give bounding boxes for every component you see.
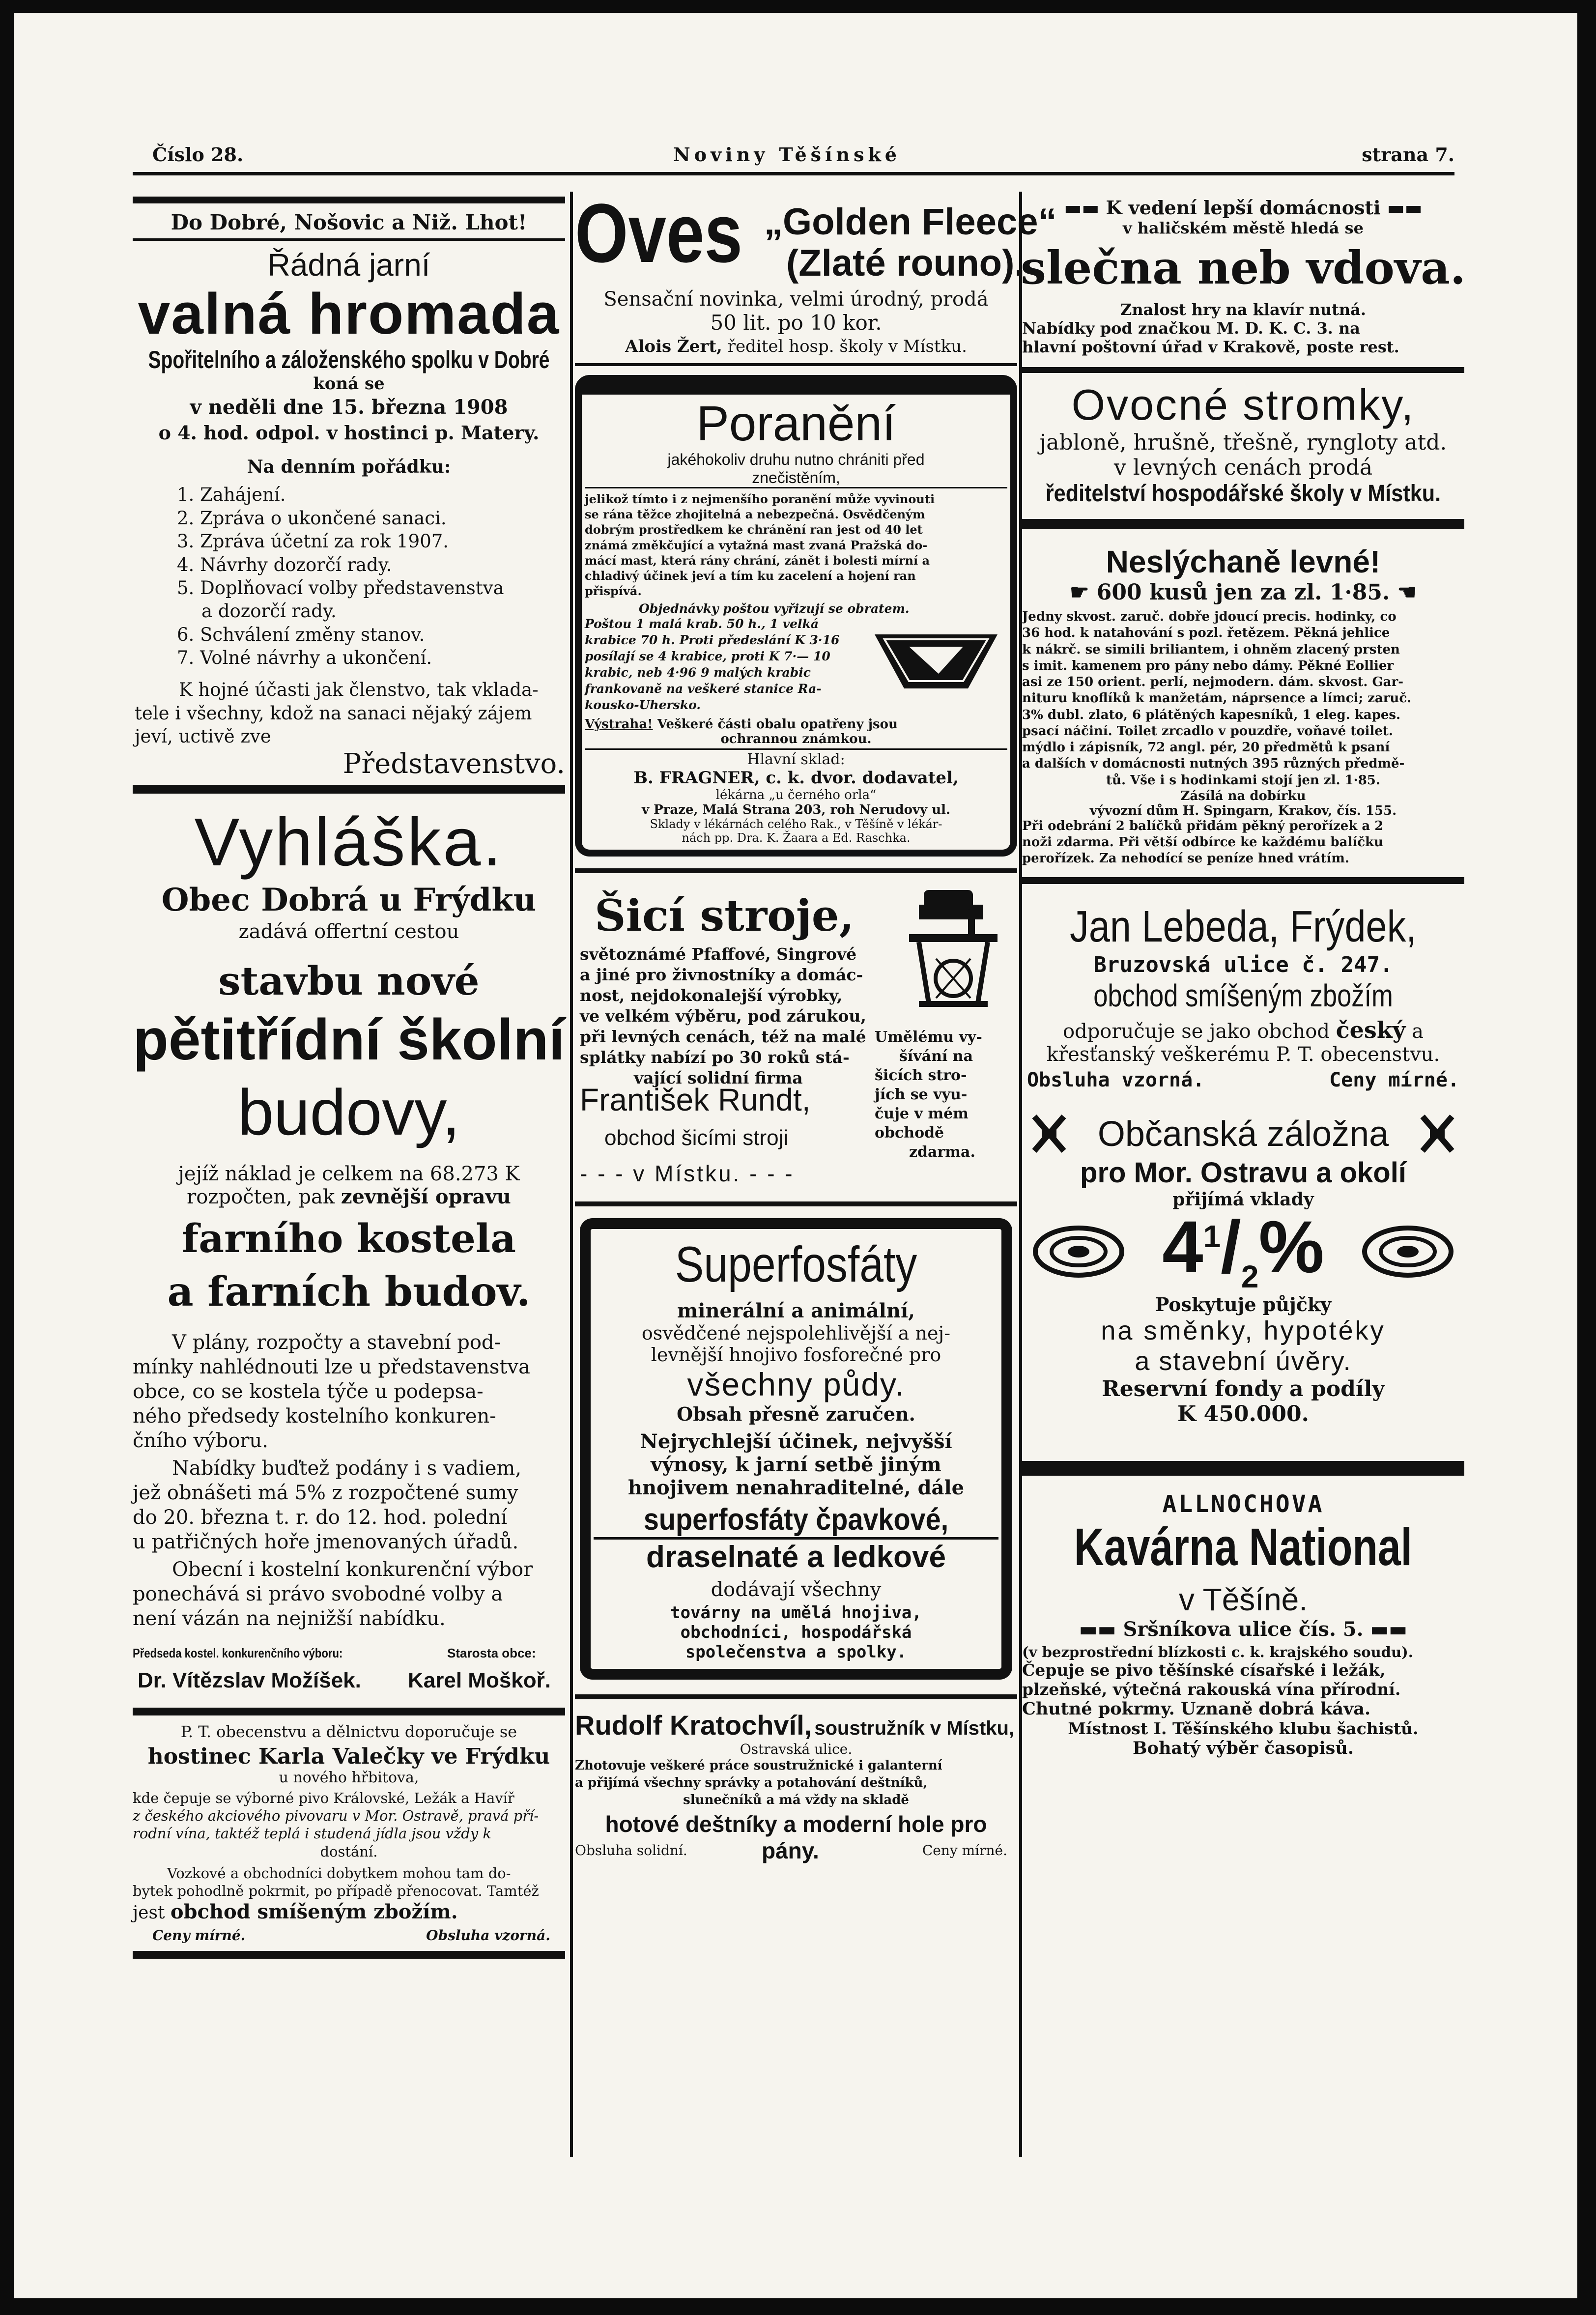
post-line: frankovaně na veškeré stanice Ra- bbox=[585, 682, 822, 696]
ad-headline: valná hromada bbox=[138, 282, 560, 346]
spingarn-line: s imit. kamenem pro pány nebo dámy. Pěkné Eollier bbox=[1022, 658, 1394, 673]
oves-t2: (Zlaté rouno). bbox=[786, 242, 1025, 284]
super-l6: Nejrychlejší účinek, nejvyšší bbox=[640, 1429, 952, 1453]
poraneni-warn bbox=[585, 717, 1007, 732]
oves-l1: Sensační novinka, velmi úrodný, prodá bbox=[603, 288, 989, 311]
kavarna-name: Kavárna National bbox=[1074, 1516, 1413, 1576]
post-line: krabice 70 h. Proti předeslání K 3·16 bbox=[585, 633, 840, 648]
scan-border-left bbox=[0, 0, 14, 2315]
sici-line: splátky nabízí po 30 roků stá- bbox=[580, 1047, 850, 1067]
header-rule bbox=[133, 172, 1454, 175]
zalozna-rate: $4^1/_2\%$ bbox=[1162, 1205, 1324, 1294]
kavarna-l7: plzeňské, výtečná rakouská vína přírodní. bbox=[1022, 1679, 1401, 1699]
lebeda-prices: Ceny mírné. bbox=[1329, 1068, 1459, 1091]
spingarn-body bbox=[1022, 609, 1464, 789]
poraneni-line: dobrým prostředkem ke chránění ran jest od 40 let bbox=[585, 522, 923, 537]
rundt-place: - - - v Místku. - - - bbox=[580, 1161, 795, 1187]
para-line: čního výboru. bbox=[133, 1429, 268, 1452]
sig-left: Dr. Vítězslav Možíšek. bbox=[138, 1668, 361, 1692]
lebeda-shop: obchod smíšeným zbožím bbox=[1093, 977, 1393, 1013]
spingarn-foot-line: noži zdarma. Při větší odbírce ke každému balíčku bbox=[1022, 835, 1383, 850]
scan-border-right bbox=[1577, 0, 1596, 2315]
para-line: u patřičných hoře jmenovaných úřadů. bbox=[133, 1530, 519, 1553]
ornament-left-icon bbox=[1032, 1225, 1125, 1279]
sig-right: Karel Moškoř. bbox=[408, 1668, 551, 1692]
oves-head bbox=[575, 187, 1057, 285]
signature-titles bbox=[133, 1646, 565, 1668]
sici-line: při levných cenách, též na malé bbox=[580, 1027, 866, 1046]
super-l14: společenstva a spolky. bbox=[685, 1642, 907, 1662]
para-line: mínky nahlédnouti lze u představenstva bbox=[133, 1355, 530, 1378]
ad-rule bbox=[1022, 519, 1464, 529]
oves-l3 bbox=[575, 337, 1017, 356]
column-2 bbox=[575, 187, 1057, 2162]
spingarn-line: asi ze 150 orient. perlí, nejmodern. dám. skvost. Gar- bbox=[1022, 675, 1404, 690]
column-divider-1 bbox=[570, 192, 573, 2157]
super-l3: levnější hnojivo fosforečné pro bbox=[651, 1343, 941, 1366]
ad-superfosfaty bbox=[580, 1218, 1012, 1679]
hostinec-body bbox=[133, 1789, 565, 1925]
lebeda-l1b: český bbox=[1336, 1016, 1406, 1043]
lebeda-l1a: odporučuje se jako obchod bbox=[1062, 1020, 1330, 1043]
lebeda-l2: křesťanský veškerému P. T. obecenstvu. bbox=[1046, 1043, 1440, 1066]
ad-spingarn bbox=[1022, 543, 1464, 884]
hostinec-prices: Ceny mírné. bbox=[152, 1927, 246, 1944]
hostinec-l2: hostinec Karla Valečky ve Frýdku bbox=[147, 1743, 550, 1769]
fragner-l1: B. FRAGNER, c. k. dvor. dodavatel, bbox=[633, 768, 959, 788]
super-l10: draselnaté a ledkové bbox=[594, 1537, 998, 1574]
oves-role: ředitel hosp. školy v Místku. bbox=[727, 337, 967, 356]
kratochvil-prices: Ceny mírné. bbox=[922, 1842, 1007, 1858]
post-line: krabic, neb 4·96 9 malých krabic bbox=[585, 665, 811, 680]
super-l13: obchodníci, hospodářská bbox=[680, 1622, 912, 1642]
poraneni-line: známá změkčující a vytažná mast zvaná Pražská do- bbox=[585, 538, 928, 552]
kratochvil-l4: hotové deštníky a moderní hole pro bbox=[605, 1811, 987, 1837]
ad-slecna bbox=[1022, 197, 1464, 373]
spingarn-line: tů. Vše i s hodinkami stojí jen zl. 1·85. bbox=[1106, 772, 1380, 788]
oves-big: Oves bbox=[575, 187, 743, 280]
ad-rule bbox=[1022, 1461, 1464, 1476]
program-item: 5. Doplňovací volby představenstva bbox=[177, 577, 504, 599]
spingarn-cod: Zásílá na dobírku bbox=[1180, 788, 1306, 803]
ad-oves bbox=[575, 187, 1057, 366]
signature: Představenstvo. bbox=[342, 748, 565, 780]
para-line: obce, co se kostela týče u podepsa- bbox=[133, 1380, 484, 1403]
warn-label: Výstraha! bbox=[585, 717, 653, 732]
spingarn-sub-text: 600 kusů jen za zl. 1·85. bbox=[1096, 580, 1390, 605]
kavarna-l8: Chutné pokrmy. Uznaně dobrá káva. bbox=[1022, 1698, 1371, 1719]
side-line: čuje v mém bbox=[875, 1105, 969, 1123]
kavarna-l6: Čepuje se pivo těšínské císařské i ležák, bbox=[1022, 1660, 1386, 1680]
ad-rule bbox=[575, 363, 1017, 366]
ad-hostinec bbox=[133, 1722, 565, 1959]
zalozna-head bbox=[1022, 1114, 1464, 1156]
spingarn-line: nituru knoflíků k manžetám, náprsence a límci; zaruč. bbox=[1022, 691, 1412, 706]
poraneni-order: Objednávky poštou vyřizují se obratem. bbox=[639, 601, 910, 616]
fragner-l5: nách pp. Dra. K. Žaara a Ed. Raschka. bbox=[682, 831, 911, 845]
super-l9: superfosfáty čpavkové, bbox=[643, 1502, 949, 1537]
program-list bbox=[133, 483, 565, 669]
lebeda-name: Jan Lebeda, Frýdek, bbox=[1070, 902, 1417, 951]
poraneni-title: Poranění bbox=[696, 396, 896, 451]
vyhlaska-l7 bbox=[133, 1185, 565, 1208]
super-l4: všechny půdy. bbox=[687, 1366, 905, 1402]
ovocne-big: Ovocné stromky, bbox=[1071, 380, 1415, 429]
zalozna-l4: a stavební úvěry. bbox=[1135, 1346, 1352, 1376]
ovocne-l3: ředitelství hospodářské školy v Místku. bbox=[1045, 481, 1441, 507]
ad-rule bbox=[1022, 877, 1464, 884]
poraneni-line: přispívá. bbox=[585, 584, 642, 599]
slecna-big: slečna neb vdova. bbox=[1021, 241, 1466, 294]
poraneni-line: mácí mast, která rány chrání, zánět i bolesti mírní a bbox=[585, 553, 930, 568]
oves-l2: 50 lit. po 10 kor. bbox=[710, 311, 882, 335]
ad-poraneni bbox=[575, 375, 1017, 857]
side-line: zdarma. bbox=[909, 1143, 975, 1161]
kavarna-l5: (v bezprostřední blízkosti c. k. krajského soudu). bbox=[1022, 1643, 1413, 1660]
vyhlaska-l4: pětitřídní školní bbox=[133, 1007, 565, 1073]
sici-line: ve velkém výběru, pod zárukou, bbox=[580, 1006, 866, 1026]
vyhlaska-l8: farního kostela bbox=[181, 1215, 516, 1261]
zalozna-l6: K 450.000. bbox=[1177, 1401, 1309, 1427]
column-3 bbox=[1022, 197, 1464, 2162]
zalozna-sub: pro Mor. Ostravu a okolí bbox=[1080, 1156, 1406, 1189]
hostinec-shop: obchod smíšeným zbožím. bbox=[170, 1900, 458, 1924]
hostinec-l1: P. T. obecenstvu a dělnictvu doporučuje se bbox=[180, 1722, 517, 1741]
side-line: obchodě bbox=[875, 1124, 944, 1142]
ad-top-line: Do Dobré, Nošovic a Niž. Lhot! bbox=[171, 210, 527, 234]
slecna-l3: hlavní poštovní úřad v Krakově, poste rest. bbox=[1022, 338, 1399, 356]
appeal-line: jeví, uctivě zve bbox=[135, 726, 271, 747]
ad-l4: koná se bbox=[313, 374, 385, 394]
post-line: posílají se 4 krabice, proti K 7·— 10 bbox=[585, 649, 830, 664]
sewing-machine-icon bbox=[899, 885, 1007, 1008]
kratochvil-line: slunečníků a má vždy na skladě bbox=[683, 1792, 909, 1807]
vyhlaska-l1: Obec Dobrá u Frýdku bbox=[161, 882, 537, 919]
spingarn-line: 36 hod. k natahování s pozl. řetězem. Pěkná jehlice bbox=[1022, 626, 1390, 641]
para-line: jež obnášeti má 5% z rozpočtené sumy bbox=[133, 1481, 518, 1504]
slecna-top: ▬▬ K vedení lepší domácnosti ▬▬ bbox=[1064, 197, 1423, 219]
zalozna-rate-row bbox=[1022, 1205, 1464, 1294]
rate-sym: % bbox=[1258, 1205, 1324, 1288]
fragner-l3: v Praze, Malá Strana 203, roh Nerudovy ul. bbox=[641, 802, 951, 818]
newspaper-title: Noviny Těšínské bbox=[673, 143, 901, 166]
poraneni-body bbox=[585, 491, 1007, 599]
super-l8: hnojivem nenahraditelné, dále bbox=[627, 1476, 965, 1499]
ovocne-l1: jabloně, hrušně, třešně, ryngloty atd. bbox=[1039, 430, 1447, 455]
side-line: Umělému vy- bbox=[875, 1029, 982, 1046]
rate-int: 4 bbox=[1162, 1205, 1203, 1288]
vyhlaska-l7a: rozpočten, pak bbox=[187, 1185, 335, 1208]
zalozna-l1: přijímá vklady bbox=[1172, 1189, 1314, 1210]
para-line: Obecní i kostelní konkurenční výbor bbox=[172, 1558, 533, 1581]
lebeda-street: Bruzovská ulice č. 247. bbox=[1093, 952, 1393, 977]
program-item: 3. Zpráva účetní za rok 1907. bbox=[177, 531, 449, 552]
sici-title: Šicí stroje, bbox=[595, 890, 855, 942]
program-item: a dozorčí rady. bbox=[201, 600, 337, 622]
para-line: Nabídky buďtež podány i s vadiem, bbox=[172, 1457, 522, 1480]
kavarna-l9: Místnost I. Těšínského klubu šachistů. bbox=[1068, 1718, 1419, 1738]
column-1 bbox=[133, 197, 565, 2162]
ointment-box-icon bbox=[870, 625, 1002, 693]
hostinec-service: Obsluha vzorná. bbox=[426, 1927, 550, 1944]
sici-lines bbox=[580, 944, 866, 1088]
program-item: 4. Návrhy dozorčí rady. bbox=[177, 554, 392, 575]
zalozna-title: Občanská záložna bbox=[1097, 1114, 1389, 1154]
sici-line: nost, nejdokonalejší výrobky, bbox=[580, 986, 843, 1005]
kratochvil-pany: pány. bbox=[762, 1837, 819, 1863]
appeal bbox=[133, 678, 565, 748]
ad-kavarna bbox=[1022, 1490, 1464, 1758]
spingarn-foot-line: Při odebrání 2 balíčků přidám pěkný perořízek a 2 bbox=[1022, 818, 1384, 833]
hostinec-line: kde čepuje se výborné pivo Královské, Ležák a Havíř bbox=[133, 1789, 514, 1806]
sici-side bbox=[875, 1028, 982, 1162]
rundt-shop: obchod šicími stroji bbox=[604, 1126, 789, 1150]
ad-rule bbox=[133, 1708, 565, 1715]
poraneni-warn2: ochrannou známkou. bbox=[720, 732, 872, 747]
kratochvil-trade: soustružník v Místku, bbox=[814, 1717, 1015, 1739]
para-line: do 20. března t. r. do 12. hod. polední bbox=[133, 1506, 508, 1529]
super-l7: výnosy, k jarní setbě jiným bbox=[651, 1453, 941, 1476]
hostinec-footer bbox=[133, 1927, 565, 1947]
crossed-tools-icon bbox=[1032, 1114, 1066, 1153]
zalozna-l5: Reservní fondy a podíly bbox=[1102, 1376, 1385, 1401]
warn-text: Veškeré části obalu opatřeny jsou bbox=[657, 717, 898, 732]
ad-l6: o 4. hod. odpol. v hostinci p. Matery. bbox=[158, 422, 540, 444]
sici-line: vající solidní firma bbox=[634, 1068, 803, 1087]
appeal-line: tele i všechny, kdož na sanaci nějaký zájem bbox=[135, 702, 532, 724]
kavarna-street: Sršníkova ulice čís. 5. bbox=[1123, 1617, 1364, 1641]
issue-number: Číslo 28. bbox=[152, 143, 244, 166]
kratochvil-body bbox=[575, 1757, 1017, 1809]
slecna-sub: v haličském městě hledá se bbox=[1123, 219, 1364, 237]
poraneni-line: jelikož tímto i z nejmenšího poranění může vyvinouti bbox=[585, 492, 935, 506]
para-line: ného předsedy kostelního konkuren- bbox=[133, 1404, 496, 1428]
slecna-l1: Znalost hry na klavír nutná. bbox=[1120, 300, 1367, 319]
ad-rule bbox=[133, 1951, 565, 1959]
spingarn-line: a dalších v domácnosti nutných 395 různých předmě- bbox=[1022, 756, 1405, 772]
signatures bbox=[133, 1668, 565, 1698]
hostinec-line: Vozkové a obchodníci dobytkem mohou tam do- bbox=[167, 1864, 511, 1882]
program-title: Na denním pořádku: bbox=[247, 457, 451, 478]
vyhlaska-l6: jejíž náklad je celkem na 68.273 K bbox=[178, 1162, 520, 1185]
vyhlaska-l9: a farních budov. bbox=[167, 1268, 531, 1315]
sici-line: a jiné pro živnostníky a domác- bbox=[580, 965, 863, 985]
ad-valna-hromada bbox=[133, 197, 565, 794]
ad-zalozna bbox=[1022, 1114, 1464, 1476]
vyhlaska-l7b: zevnější opravu bbox=[341, 1185, 511, 1208]
ad-rule bbox=[575, 1694, 1017, 1699]
program-item: 7. Volné návrhy a ukončení. bbox=[177, 647, 432, 668]
spingarn-foot bbox=[1022, 818, 1464, 867]
hostinec-l3: u nového hřbitova, bbox=[279, 1769, 419, 1786]
kratochvil-addr: Ostravská ulice. bbox=[740, 1741, 853, 1757]
super-l5: Obsah přesně zaručen. bbox=[677, 1402, 915, 1425]
vyhlaska-l3: stavbu nové bbox=[218, 958, 480, 1004]
spingarn-sender: vývozní dům H. Spingarn, Krakov, čís. 155. bbox=[1089, 803, 1397, 818]
oves-t1: „Golden Fleece“ bbox=[764, 201, 1057, 243]
spingarn-line: mýdlo i zápisník, 72 angl. pér, 20 předmětů k psaní bbox=[1022, 740, 1390, 755]
hostinec-line: rodní vína, taktéž teplá i studená jídla jsou vždy k bbox=[133, 1825, 491, 1842]
super-l1: minerální a animální, bbox=[677, 1299, 915, 1322]
poraneni-post bbox=[585, 616, 840, 713]
poraneni-sklad: Hlavní sklad: bbox=[585, 748, 1007, 768]
ad-rule bbox=[133, 785, 565, 794]
kratochvil-line: Zhotovuje veškeré práce soustružnické i galanterní bbox=[575, 1758, 942, 1773]
ad-rule bbox=[133, 197, 565, 203]
ad-l5: v neděli dne 15. března 1908 bbox=[190, 396, 508, 419]
post-line: kousko-Uhersko. bbox=[585, 698, 701, 713]
lebeda-l1c: a bbox=[1412, 1020, 1424, 1043]
poraneni-line: se rána těžce zhojitelná a nebezpečná. Osvědčeným bbox=[585, 507, 925, 522]
hostinec-line: dostání. bbox=[320, 1843, 378, 1860]
ad-vyhlaska bbox=[133, 803, 565, 1715]
sig-left-title: Předseda kostel. konkurenčního výboru: bbox=[133, 1645, 343, 1660]
hostinec-line: bytek pohodlně pokrmit, po případě přenocovat. Tamtéž bbox=[133, 1883, 539, 1900]
page-header bbox=[147, 142, 1454, 166]
ad-rule bbox=[575, 1201, 1017, 1206]
zalozna-l3: na směnky, hypotéky bbox=[1101, 1315, 1386, 1345]
spingarn-title: Neslýchaně levné! bbox=[1106, 544, 1381, 579]
hostinec-line bbox=[133, 1900, 565, 1924]
kavarna-l4: ▬▬ Sršníkova ulice čís. 5. ▬▬ bbox=[1079, 1617, 1408, 1641]
fragner-l4: Sklady v lékárnách celého Rak., v Těšíně v lékár- bbox=[650, 817, 942, 831]
scan-border-top bbox=[0, 0, 1596, 13]
ad-rule bbox=[1022, 367, 1464, 373]
para-line: ponechává si právo svobodné volby a bbox=[133, 1582, 503, 1605]
ad-l3: Spořitelního a záloženského spolku v Dobré bbox=[148, 346, 550, 374]
side-line: jích se vyu- bbox=[875, 1086, 968, 1104]
spingarn-line: k nákrč. se simili briliantem, i ohněm zlacený prsten bbox=[1022, 642, 1400, 657]
program-item: 6. Schválení změny stanov. bbox=[177, 624, 425, 645]
ornament-right-icon bbox=[1361, 1225, 1454, 1279]
hostinec-line: z českého akciového pivovaru v Mor. Ostravě, pravá pří- bbox=[133, 1807, 539, 1825]
hostinec-l-jest: jest bbox=[133, 1903, 165, 1923]
spingarn-sub: ☛ 600 kusů jen za zl. 1·85. ☚ bbox=[1069, 580, 1417, 605]
super-l11: dodávají všechny bbox=[711, 1578, 882, 1601]
kratochvil-name: Rudolf Kratochvíl, bbox=[575, 1709, 812, 1741]
ad-rule bbox=[575, 868, 1017, 873]
ad-lebeda bbox=[1022, 902, 1464, 1096]
lebeda-service: Obsluha vzorná. bbox=[1027, 1068, 1205, 1091]
kavarna-l3: v Těšíně. bbox=[1178, 1581, 1308, 1617]
para-line: V plány, rozpočty a stavební pod- bbox=[172, 1331, 501, 1354]
vyhlaska-l2: zadává offertní cestou bbox=[238, 920, 459, 943]
vyhlaska-paragraphs bbox=[133, 1330, 565, 1631]
program-item: 2. Zpráva o ukončené sanaci. bbox=[177, 507, 447, 529]
post-line: Poštou 1 malá krab. 50 h., 1 velká bbox=[585, 617, 819, 631]
appeal-line: K hojné účasti jak členstvo, tak vklada- bbox=[179, 679, 539, 701]
lebeda-l1 bbox=[1022, 1017, 1464, 1043]
fragner-l2: lékárna „u černého orla“ bbox=[715, 788, 877, 803]
zalozna-l2: Poskytuje půjčky bbox=[1155, 1293, 1332, 1315]
kratochvil-footer bbox=[575, 1837, 1017, 1862]
super-l12: továrny na umělá hnojiva, bbox=[670, 1602, 922, 1623]
ad-kratochvil bbox=[575, 1709, 1017, 1862]
para-line: není vázán na nejnižší nabídku. bbox=[133, 1607, 446, 1630]
oves-name: Alois Žert, bbox=[625, 337, 722, 356]
ad-rule bbox=[133, 238, 565, 241]
side-line: šívání na bbox=[899, 1048, 973, 1065]
sig-right-title: Starosta obce: bbox=[447, 1645, 536, 1660]
spingarn-foot-line: perořízek. Za nehodící se peníze hned vrátím. bbox=[1022, 851, 1349, 866]
crossed-tools-icon bbox=[1420, 1114, 1454, 1153]
kavarna-l10: Bohatý výběr časopisů. bbox=[1133, 1738, 1354, 1758]
spingarn-line: 3% dubl. zlato, 6 plátěných kapesníků, 1 eleg. kapes. bbox=[1022, 707, 1401, 722]
rate-num: 1 bbox=[1203, 1218, 1221, 1254]
ovocne-l2: v levných cenách prodá bbox=[1113, 455, 1373, 480]
lebeda-footer bbox=[1022, 1069, 1464, 1096]
poraneni-line: chladivý účinek jeví a tím ku zacelení a hojení ran bbox=[585, 568, 916, 583]
scan-border-bottom bbox=[0, 2298, 1596, 2315]
program-item: 1. Zahájení. bbox=[177, 484, 286, 506]
ad-ovocne bbox=[1022, 380, 1464, 529]
spingarn-line: Jedny skvost. zaruč. dobře jdoucí precis. hodinky, co bbox=[1022, 609, 1396, 624]
ad-l1: Řádná jarní bbox=[267, 247, 430, 283]
slecna-l2: Nabídky pod značkou M. D. K. C. 3. na bbox=[1022, 319, 1361, 338]
poraneni-l1: jakéhokoliv druhu nutno chrániti před bbox=[667, 451, 925, 468]
side-line: šicích stro- bbox=[875, 1067, 967, 1085]
rundt-name: František Rundt, bbox=[580, 1082, 811, 1118]
kavarna-l1: ALLNOCHOVA bbox=[1162, 1490, 1324, 1518]
super-l2: osvědčené nejspolehlivější a nej- bbox=[641, 1322, 951, 1344]
ad-sici-stroje bbox=[575, 880, 1017, 1200]
vyhlaska-l5: budovy, bbox=[237, 1076, 460, 1148]
super-title: Superfosfáty bbox=[675, 1236, 917, 1293]
rate-den: 2 bbox=[1241, 1258, 1259, 1294]
spingarn-line: psací náčiní. Toilet zrcadlo v pouzdře, voňavé toilet. bbox=[1022, 723, 1393, 739]
sici-line: světoznámé Pfaffové, Singrové bbox=[580, 944, 857, 964]
kratochvil-line: a přijímá všechny správky a potahování deštníků, bbox=[575, 1775, 928, 1790]
kratochvil-head bbox=[575, 1709, 1017, 1741]
kratochvil-service: Obsluha solidní. bbox=[575, 1842, 687, 1858]
page-number: strana 7. bbox=[1362, 143, 1454, 166]
vyhlaska-title: Vyhláška. bbox=[194, 804, 504, 881]
rundt-place-text: v Místku. bbox=[633, 1161, 741, 1187]
slecna-top-text: K vedení lepší domácnosti bbox=[1106, 197, 1381, 219]
poraneni-l2: znečistěním, bbox=[585, 469, 1007, 488]
